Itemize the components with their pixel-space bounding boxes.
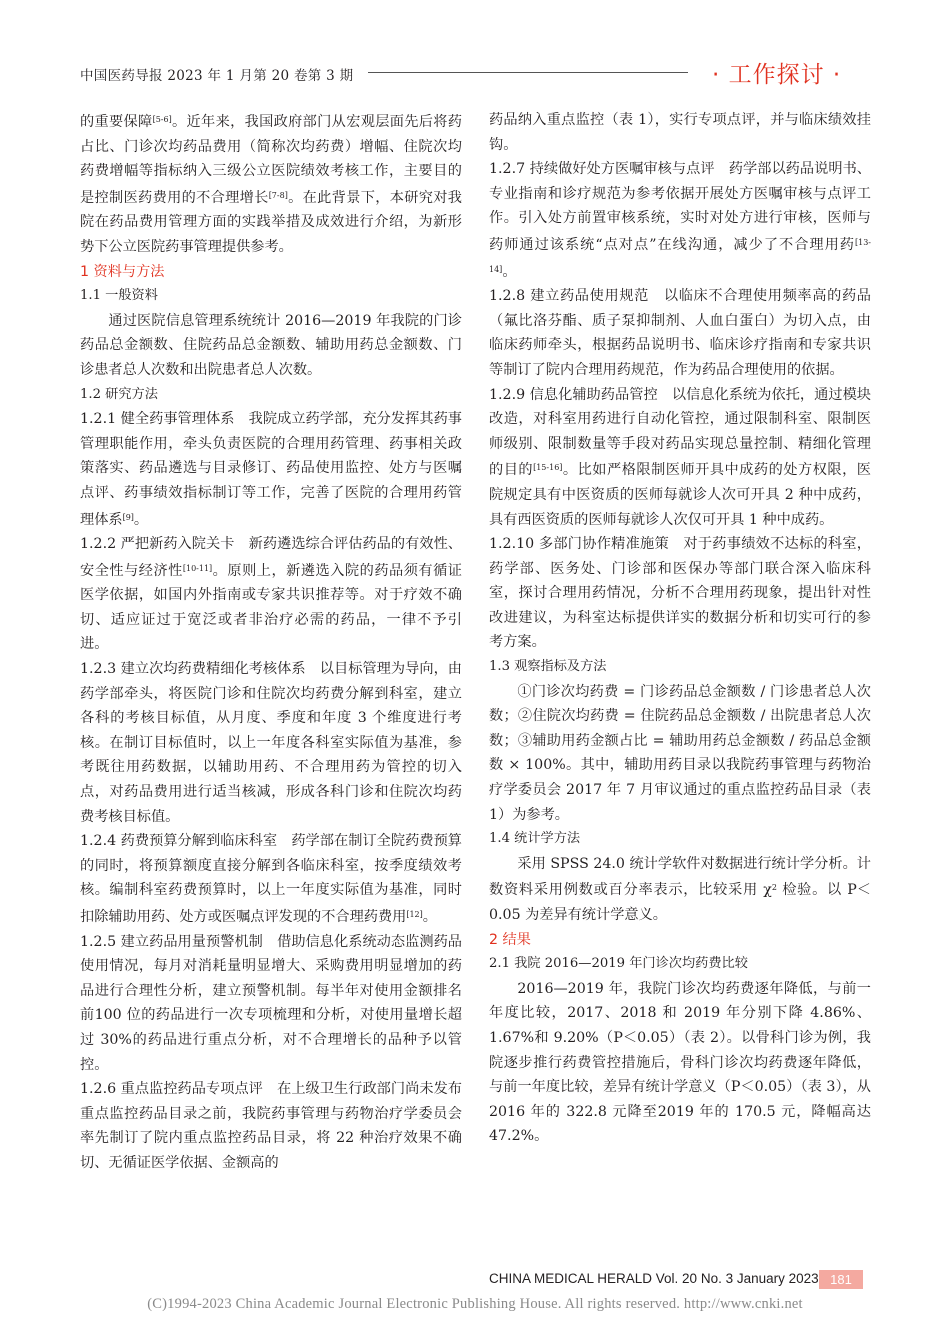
subsection-heading: 1.3 观察指标及方法	[489, 659, 607, 675]
paragraph: ①门诊次均药费 = 门诊药品总金额数 / 门诊患者总人次数；②住院次均药费 = 住院药品总金额数 / 出院患者总人次数；③辅助用药金额占比 = 辅助用药总金额数 / 药品总金额数 × 100%。其中，辅助用药目录以我院药事管理与药物治疗学委员会 2017 年 7 月审议通过的重点监控药品目录（表 1）为参考。	[489, 683, 871, 823]
paragraph: 2016—2019 年，我院门诊次均药费逐年降低，与前一年度比较，2017、2018 和 2019 年分别下降 4.86%、1.67%和 9.20%（P＜0.05）（表 2）。以骨科门诊为例，我院逐步推行药费管控措施后，骨科门诊次均药费逐年降低，与前一年度比较，差异有统计学意义（P＜0.05）（表 3），从 2016 年的 322.8 元降至2019 年的 170.5 元，降幅高达 47.2%。	[489, 980, 871, 1145]
subsection-heading: 1.4 统计学方法	[489, 831, 581, 847]
paragraph: 1.2.1 健全药事管理体系 我院成立药学部，充分发挥其药事管理职能作用，牵头负责医院的合理用药管理、药事相关政策落实、药品遴选与目录修订、药品使用监控、处方与医嘱点评、药事绩效指标制订等工作，完善了医院的合理用药管理体系[9]。	[80, 411, 462, 528]
intro-paragraph: 的重要保障[5-6]。近年来，我国政府部门从宏观层面先后将药占比、门诊次均药品费用（简称次均药费）增幅、住院次均药费增幅等指标纳入三级公立医院绩效考核工作，主要目的是控制医药费用的不合理增长[7-8]。在此背景下，本研究对我院在药品费用管理方面的实践举措及成效进行介绍，为新形势下公立医院药事管理提供参考。	[80, 114, 462, 255]
page-number: 181	[819, 1270, 863, 1289]
paragraph: 1.2.10 多部门协作精准施策 对于药事绩效不达标的科室，药学部、医务处、门诊部和医保办等部门联合深入临床科室，探讨合理用药情况，分析不合理用药现象，提出针对性改进建议，为科室达标提供详实的数据分析和切实可行的参考方案。	[489, 536, 871, 651]
paragraph: 1.2.9 信息化辅助药品管控 以信息化系统为依托，通过模块改造，对科室用药进行自动化管控，通过限制科室、限制医师级别、限制数量等手段对药品实现总量控制、精细化管理的目的[15-16]。比如严格限制医师开具中成药的处方权限，医院规定具有中医资质的医师每就诊人次可开具 2 种中成药，具有西医资质的医师每就诊人次仅可开具 1 种中成药。	[489, 386, 871, 528]
paragraph: 1.2.8 建立药品使用规范 以临床不合理使用频率高的药品（氟比洛芬酯、质子泵抑制剂、人血白蛋白）为切入点，由临床药师牵头，根据药品说明书、临床诊疗指南和专家共识等制订了院内合理用药规范，作为药品合理使用的依据。	[489, 288, 871, 378]
subsection-heading: 2.1 我院 2016—2019 年门诊次均药费比较	[489, 956, 748, 972]
subsection-heading: 1.1 一般资料	[80, 288, 158, 304]
paragraph: 1.2.4 药费预算分解到临床科室 药学部在制订全院药费预算的同时，将预算额度直接分解到各临床科室，按季度绩效考核。编制科室药费预算时，以上一年度实际值为基准，同时扣除辅助用药、处方或医嘱点评发现的不合理药费用[12]。	[80, 833, 462, 925]
paragraph: 采用 SPSS 24.0 统计学软件对数据进行统计学分析。计数资料采用例数或百分率表示，比较采用 $\chi^2$ 检验。以 P＜0.05 为差异有统计学意义。	[489, 855, 871, 923]
right-column	[489, 108, 871, 1149]
copyright-watermark: (C)1994-2023 China Academic Journal Electronic Publishing House. All rights reserved. http://www.cnki.net	[147, 1296, 803, 1312]
subsection-heading: 1.2 研究方法	[80, 386, 158, 402]
left-column	[80, 108, 462, 1176]
paragraph: 1.2.3 建立次均药费精细化考核体系 以目标管理为导向，由药学部牵头，将医院门诊和住院次均药费分解到科室，建立各科的考核目标值，从月度、季度和年度 3 个维度进行考核。在制订目标值时，以上一年度各科室实际值为基准，参考既往用药数据，以辅助用药、不合理用药为管控的切入点，对药品费用进行适当核减，形成各科门诊和住院次均药费考核目标值。	[80, 661, 462, 825]
paragraph: 通过医院信息管理系统统计 2016—2019 年我院的门诊药品总金额数、住院药品总金额数、辅助用药总金额数、门诊患者总人次数和出院患者总人次数。	[80, 312, 462, 378]
footer-journal: CHINA MEDICAL HERALD Vol. 20 No. 3 January 2023	[489, 1271, 819, 1286]
header-rule	[368, 72, 688, 73]
paragraph: 1.2.6 重点监控药品专项点评 在上级卫生行政部门尚未发布重点监控药品目录之前，我院药事管理与药物治疗学委员会率先制订了院内重点监控药品目录，将 22 种治疗效果不确切、无循证医学依据、金额高的	[80, 1081, 462, 1171]
section-heading-methods: 1 资料与方法	[80, 263, 165, 280]
running-footer	[489, 1270, 863, 1290]
paragraph: 1.2.5 建立药品用量预警机制 借助信息化系统动态监测药品使用情况，每月对消耗量明显增大、采购费用明显增加的药品进行合理性分析，建立预警机制。每半年对使用金额排名前100 位的药品进行一次专项梳理和分析，对使用量增长超过 30%的药品进行重点分析，对不合理增长的品种予以管控。	[80, 933, 462, 1073]
paragraph: 1.2.2 严把新药入院关卡 新药遴选综合评估药品的有效性、安全性与经济性[10-11]。原则上，新遴选入院的药品须有循证医学依据，如国内外指南或专家共识推荐等。对于疗效不确切、适应证过于宽泛或者非治疗必需的药品，一律不予引进。	[80, 536, 462, 653]
column-title: · 工作探讨 ·	[712, 62, 842, 88]
section-heading-results: 2 结果	[489, 931, 531, 948]
paragraph: 药品纳入重点监控（表 1），实行专项点评，并与临床绩效挂钩。	[489, 112, 871, 153]
paragraph: 1.2.7 持续做好处方医嘱审核与点评 药学部以药品说明书、专业指南和诊疗规范为参考依据开展处方医嘱审核与点评工作。引入处方前置审核系统，实时对处方进行审核，医师与药师通过该系统“点对点”在线沟通，减少了不合理用药[13-14]。	[489, 161, 871, 280]
running-header: 中国医药导报 2023 年 1 月第 20 卷第 3 期	[80, 68, 354, 84]
